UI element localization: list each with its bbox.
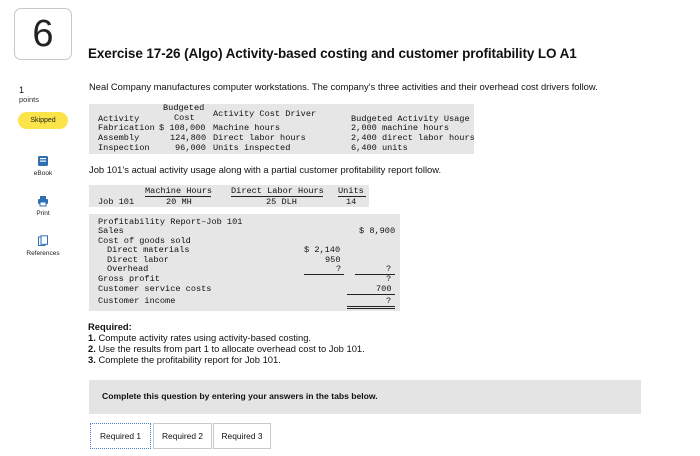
instruction-bar: [89, 380, 641, 414]
printer-icon: [37, 195, 49, 207]
row-fabrication-cost: $ 108,000: [159, 123, 206, 133]
machine-hours-header: Machine Hours: [145, 186, 213, 196]
customer-service-label: Customer service costs: [98, 284, 212, 294]
references-icon: [37, 235, 49, 247]
job-labor-hours: 25 DLH: [266, 197, 297, 207]
required-1-num: 1.: [88, 332, 96, 343]
required-heading: Required:: [88, 321, 132, 332]
row-inspection-driver: Units inspected: [213, 143, 291, 153]
row-assembly-activity: Assembly: [98, 133, 140, 143]
cogs-total-value: ?: [386, 264, 392, 274]
print-label: Print: [36, 210, 50, 217]
required-1-text: Compute activity rates using activity-based costing.: [98, 332, 312, 343]
row-inspection-activity: Inspection: [98, 143, 150, 153]
budgeted-header-bottom: Cost: [174, 113, 195, 123]
status-badge: Skipped: [18, 112, 68, 129]
tab-required-2[interactable]: Required 2: [153, 423, 212, 449]
required-2-num: 2.: [88, 343, 96, 354]
ebook-label: eBook: [33, 170, 53, 177]
customer-income-value: ?: [386, 296, 392, 306]
row-fabrication-driver: Machine hours: [213, 123, 281, 133]
row-assembly-cost: 124,800: [170, 133, 207, 143]
required-3-text: Complete the profitability report for Job 101.: [98, 354, 281, 365]
overhead-value: ?: [336, 264, 342, 274]
row-fabrication-activity: Fabrication: [98, 123, 155, 133]
row-assembly-driver: Direct labor hours: [213, 133, 306, 143]
report-title: Profitability Report–Job 101: [98, 217, 243, 227]
points-label: points: [19, 95, 40, 104]
job-machine-hours: 20 MH: [166, 197, 192, 207]
usage-intro-text: Job 101’s actual activity usage along with a partial customer profitability report follow.: [89, 164, 442, 175]
ebook-button[interactable]: [13, 155, 73, 177]
units-header: Units: [338, 186, 364, 196]
gross-profit-value: ?: [386, 274, 392, 284]
job-units: 14: [346, 197, 357, 207]
intro-text: Neal Company manufactures computer workstations. The company’s three activities and their overhead cost drivers follow.: [89, 81, 598, 92]
book-icon: [37, 155, 49, 167]
required-3-num: 3.: [88, 354, 96, 365]
cogs-label: Cost of goods sold: [98, 236, 191, 246]
references-label: References: [26, 250, 60, 257]
overhead-label: Overhead: [107, 264, 149, 274]
points-value: 1: [19, 85, 25, 95]
direct-labor-label: Direct labor: [107, 255, 169, 265]
customer-service-value: 700: [376, 284, 392, 294]
service-underline: [347, 294, 395, 295]
instruction-text: Complete this question by entering your answers in the tabs below.: [102, 391, 378, 401]
row-assembly-usage: 2,400 direct labor hours: [351, 133, 475, 143]
activity-header: Activity: [98, 114, 140, 124]
gross-profit-label: Gross profit: [98, 274, 160, 284]
direct-materials-value: $ 2,140: [304, 245, 341, 255]
usage-header: Budgeted Activity Usage: [351, 114, 470, 124]
required-section: [88, 321, 365, 365]
page-title: Exercise 17-26 (Algo) Activity-based costing and customer profitability LO A1: [88, 46, 577, 61]
row-fabrication-usage: 2,000 machine hours: [351, 123, 449, 133]
job-row-label: Job 101: [98, 197, 135, 207]
direct-labor-hours-header: Direct Labor Hours: [231, 186, 324, 196]
references-button[interactable]: [13, 235, 73, 257]
overhead-underline: [304, 274, 344, 275]
sales-label: Sales: [98, 226, 124, 236]
tab-required-3[interactable]: Required 3: [213, 423, 271, 449]
sales-value: $ 8,900: [359, 226, 396, 236]
budgeted-header-top: Budgeted: [163, 103, 205, 113]
direct-materials-label: Direct materials: [107, 245, 190, 255]
print-button[interactable]: [13, 195, 73, 217]
question-number: 6: [14, 8, 72, 60]
row-inspection-usage: 6,400 units: [351, 143, 408, 153]
driver-header: Activity Cost Driver: [213, 109, 317, 119]
income-double-underline: [347, 306, 395, 309]
direct-labor-value: 950: [325, 255, 341, 265]
row-inspection-cost: 96,000: [175, 143, 206, 153]
required-2-text: Use the results from part 1 to allocate overhead cost to Job 101.: [98, 343, 365, 354]
tab-required-1[interactable]: Required 1: [90, 423, 151, 449]
customer-income-label: Customer income: [98, 296, 176, 306]
